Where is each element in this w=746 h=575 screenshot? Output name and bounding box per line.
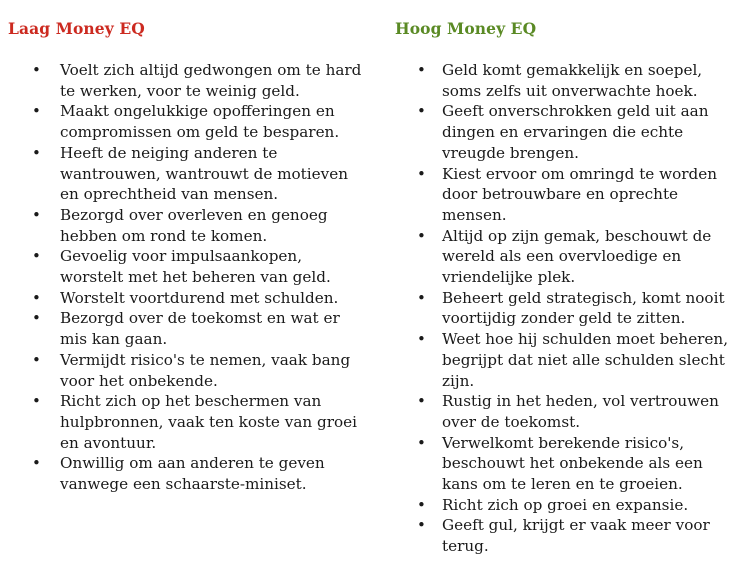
low-money-eq-column: [8, 18, 363, 495]
list-item-text: Maakt ongelukkige opofferingen en compromissen om geld te besparen.: [60, 102, 340, 142]
bullet-icon: •: [417, 433, 426, 452]
list-item: [8, 308, 363, 349]
list-item: [8, 391, 363, 453]
list-item-text: Verwelkomt berekende risico's, beschouwt het onbekende als een kans om te leren en te groeien.: [442, 433, 703, 494]
list-item-text: Voelt zich altijd gedwongen om te hard te werken, voor te weinig geld.: [60, 61, 362, 100]
bullet-icon: •: [417, 102, 426, 121]
list-item: [8, 288, 363, 309]
list-item-text: Geld komt gemakkelijk en soepel, soms zelfs uit onverwachte hoek.: [442, 61, 703, 100]
high-money-eq-list: [395, 60, 740, 557]
bullet-icon: •: [417, 226, 426, 245]
bullet-icon: •: [417, 61, 426, 79]
list-item-text: Kiest ervoor om omringd te worden door betrouwbare en oprechte mensen.: [442, 164, 718, 224]
high-money-eq-heading: Hoog Money EQ: [395, 19, 537, 38]
list-item: [8, 101, 363, 142]
bullet-icon: •: [32, 61, 41, 79]
list-item-text: Altijd op zijn gemak, beschouwt de wereld als een overvloedige en vriendelijke plek.: [442, 226, 712, 287]
list-item-text: Richt zich op groei en expansie.: [442, 495, 689, 514]
list-item: [8, 205, 363, 246]
list-item-text: Geeft onverschrokken geld uit aan dingen en ervaringen die echte vreugde brengen.: [442, 102, 709, 162]
list-item-text: Richt zich op het beschermen van hulpbronnen, vaak ten koste van groei en avontuur.: [60, 392, 357, 452]
list-item: [395, 433, 740, 495]
high-money-eq-column: [395, 18, 740, 557]
list-item: [395, 164, 740, 226]
list-item: [8, 143, 363, 205]
list-item: [395, 288, 740, 329]
bullet-icon: •: [32, 247, 41, 266]
bullet-icon: •: [417, 495, 426, 514]
bullet-icon: •: [32, 454, 41, 473]
bullet-icon: •: [32, 350, 41, 369]
list-item: [395, 101, 740, 163]
list-item: [8, 453, 363, 494]
low-money-eq-heading: Laag Money EQ: [8, 19, 145, 38]
bullet-icon: •: [417, 164, 426, 183]
bullet-icon: •: [417, 392, 426, 411]
bullet-icon: •: [32, 288, 41, 307]
list-item-text: Gevoelig voor impulsaankopen, worstelt met het beheren van geld.: [60, 247, 331, 287]
list-item-text: Beheert geld strategisch, komt nooit voortijdig zonder geld te zitten.: [442, 288, 725, 328]
bullet-icon: •: [417, 288, 426, 307]
bullet-icon: •: [417, 516, 426, 535]
list-item: [395, 226, 740, 288]
bullet-icon: •: [417, 330, 426, 349]
list-item-text: Heeft de neiging anderen te wantrouwen, wantrouwt de motieven en oprechtheid van mensen.: [60, 143, 348, 204]
list-item: [8, 350, 363, 391]
bullet-icon: •: [32, 205, 41, 224]
list-item: [395, 60, 740, 101]
bullet-icon: •: [32, 143, 41, 162]
list-item-text: Worstelt voortdurend met schulden.: [60, 288, 339, 307]
list-item-text: Bezorgd over overleven en genoeg hebben om rond te komen.: [60, 205, 328, 245]
list-item-text: Geeft gul, krijgt er vaak meer voor terug.: [442, 516, 710, 556]
list-item: [8, 246, 363, 287]
list-item: [395, 495, 740, 516]
list-item-text: Onwillig om aan anderen te geven vanwege een schaarste-miniset.: [60, 454, 325, 494]
list-item-text: Bezorgd over de toekomst en wat er mis kan gaan.: [60, 309, 340, 349]
list-item: [8, 60, 363, 101]
list-item-text: Weet hoe hij schulden moet beheren, begrijpt dat niet alle schulden slecht zijn.: [442, 330, 729, 390]
list-item: [395, 329, 740, 391]
list-item-text: Rustig in het heden, vol vertrouwen over de toekomst.: [442, 392, 719, 431]
bullet-icon: •: [32, 309, 41, 328]
list-item-text: Vermijdt risico's te nemen, vaak bang voor het onbekende.: [60, 350, 351, 390]
list-item: [395, 391, 740, 432]
bullet-icon: •: [32, 392, 41, 411]
list-item: [395, 515, 740, 556]
bullet-icon: •: [32, 102, 41, 121]
low-money-eq-list: [8, 60, 363, 495]
